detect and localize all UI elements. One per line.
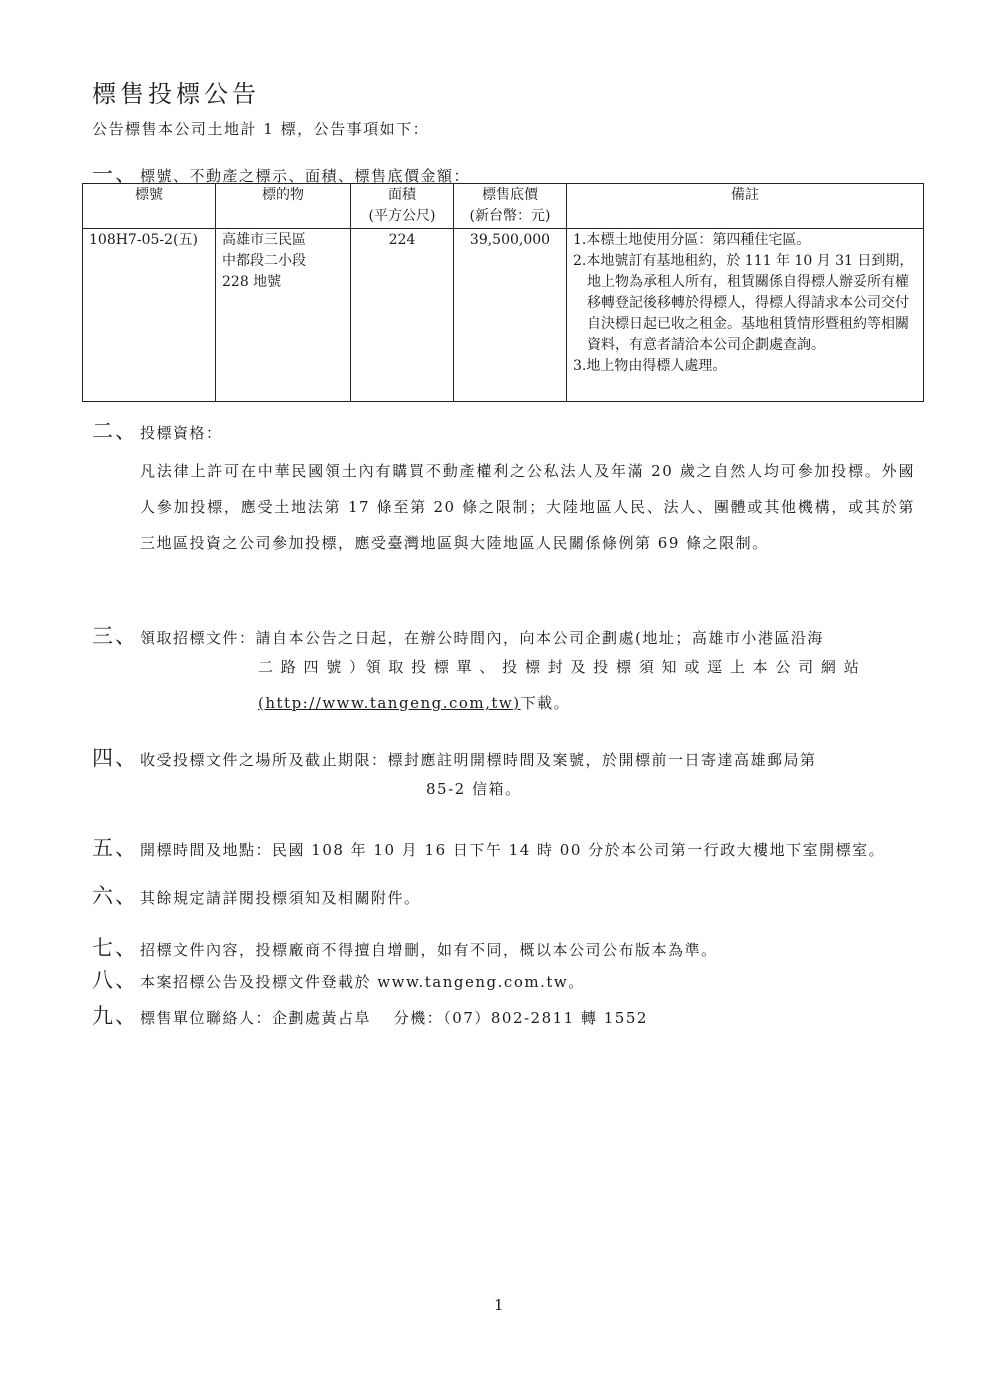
cell-lot-number: 108H7-05-2(五): [83, 229, 216, 402]
section-3-separator: 、: [115, 624, 138, 648]
section-2-text: 投標資格：: [140, 424, 223, 442]
header-remarks: 備註: [567, 184, 924, 229]
website-link[interactable]: (http://www.tangeng.com,tw): [258, 694, 521, 712]
remark-item: 1.本標土地使用分區：第四種住宅區。: [573, 232, 811, 248]
section-7: [92, 932, 718, 962]
section-5-separator: 、: [115, 836, 138, 860]
subject-line-1: 高雄市三民區: [222, 232, 306, 248]
section-6-number: 六: [92, 884, 115, 908]
section-9-number: 九: [92, 1004, 115, 1028]
section-3-line-3-suffix: 下載。: [520, 694, 571, 712]
section-2-separator: 、: [115, 419, 138, 443]
section-8-separator: 、: [115, 968, 138, 992]
section-4-number: 四: [92, 746, 115, 770]
remarks-list: [573, 230, 917, 377]
section-9: [92, 1000, 648, 1030]
section-1-separator: 、: [115, 162, 138, 186]
header-area-label: 面積: [388, 187, 416, 203]
section-9-separator: 、: [115, 1004, 138, 1028]
subject-line-2: 中都段二小段: [222, 253, 306, 269]
section-8-number: 八: [92, 968, 115, 992]
remark-item: 2.本地號訂有基地租約，於 111 年 10 月 31 日到期，地上物為承租人所有，租賃關係自得標人辦妥所有權移轉登記後移轉於得標人，得標人得請求本公司交付自決標日起已收之租金。基地租賃情形暨租約等相關資料，有意者請洽本公司企劃處查詢。: [573, 253, 914, 353]
header-price: [454, 184, 567, 229]
section-9-text: 標售單位聯絡人：企劃處黃占阜 分機：（07）802-2811 轉 1552: [140, 1009, 648, 1027]
header-area: [351, 184, 454, 229]
section-7-separator: 、: [115, 936, 138, 960]
section-2-body: 凡法律上許可在中華民國領土內有購買不動產權利之公私法人及年滿 20 歲之自然人均可參加投標。外國人參加投標，應受土地法第 17 條至第 20 條之限制；大陸地區人民、法人、團體或其他機構，或其於第三地區投資之公司參加投標，應受臺灣地區與大陸地區人民關係條例第 69 條之限制。: [140, 462, 915, 552]
section-5: [92, 832, 885, 862]
cell-area: 224: [351, 229, 454, 402]
page-title: 標售投標公告: [92, 80, 260, 108]
cell-subject: [216, 229, 351, 402]
header-price-label: 標售底價: [482, 187, 538, 203]
section-2: [92, 415, 223, 445]
section-3-line-3: [258, 692, 570, 713]
cell-remarks: [567, 229, 924, 402]
subject-line-3: 228 地號: [222, 274, 282, 290]
section-5-number: 五: [92, 836, 115, 860]
section-4: [92, 742, 817, 772]
section-7-number: 七: [92, 936, 115, 960]
header-price-unit: (新台幣：元): [469, 208, 551, 224]
section-1-text: 標號、不動產之標示、面積、標售底價金額：: [140, 167, 471, 185]
section-6-separator: 、: [115, 884, 138, 908]
page-number: 1: [494, 1296, 504, 1314]
header-subject: 標的物: [216, 184, 351, 229]
section-8: [92, 964, 585, 994]
section-4-line-2: 85-2 信箱。: [426, 780, 522, 798]
remark-item: 3.地上物由得標人處理。: [573, 358, 727, 374]
section-3-line-2: 二 路 四 號 ）領 取 投 標 單 、 投 標 封 及 投 標 須 知 或 逕 上 本 公 司 網 站: [258, 658, 861, 676]
section-6-text: 其餘規定請詳閱投標須知及相關附件。: [140, 889, 421, 907]
section-8-text: 本案招標公告及投標文件登載於 www.tangeng.com.tw。: [140, 973, 585, 991]
intro-text: 公告標售本公司土地計 1 標，公告事項如下：: [92, 120, 430, 138]
section-4-line-1: 收受投標文件之場所及截止期限：標封應註明開標時間及案號，於開標前一日寄達高雄郵局第: [140, 751, 817, 769]
section-6: [92, 880, 421, 910]
table-header-row: [83, 184, 924, 229]
header-lot-number: 標號: [83, 184, 216, 229]
section-2-number: 二: [92, 419, 115, 443]
section-5-text: 開標時間及地點：民國 108 年 10 月 16 日下午 14 時 00 分於本公司第一行政大樓地下室開標室。: [140, 841, 886, 859]
section-3: [92, 620, 824, 650]
section-1-number: 一: [92, 162, 115, 186]
section-3-number: 三: [92, 624, 115, 648]
section-7-text: 招標文件內容，投標廠商不得擅自增刪，如有不同，概以本公司公布版本為準。: [140, 941, 718, 959]
section-4-separator: 、: [115, 746, 138, 770]
bid-table: [82, 183, 924, 402]
header-area-unit: (平方公尺): [368, 208, 436, 224]
section-3-line-1: 領取招標文件：請自本公告之日起，在辦公時間內，向本公司企劃處(地址；高雄市小港區沿海: [140, 629, 824, 647]
cell-price: 39,500,000: [454, 229, 567, 402]
table-row: [83, 229, 924, 402]
